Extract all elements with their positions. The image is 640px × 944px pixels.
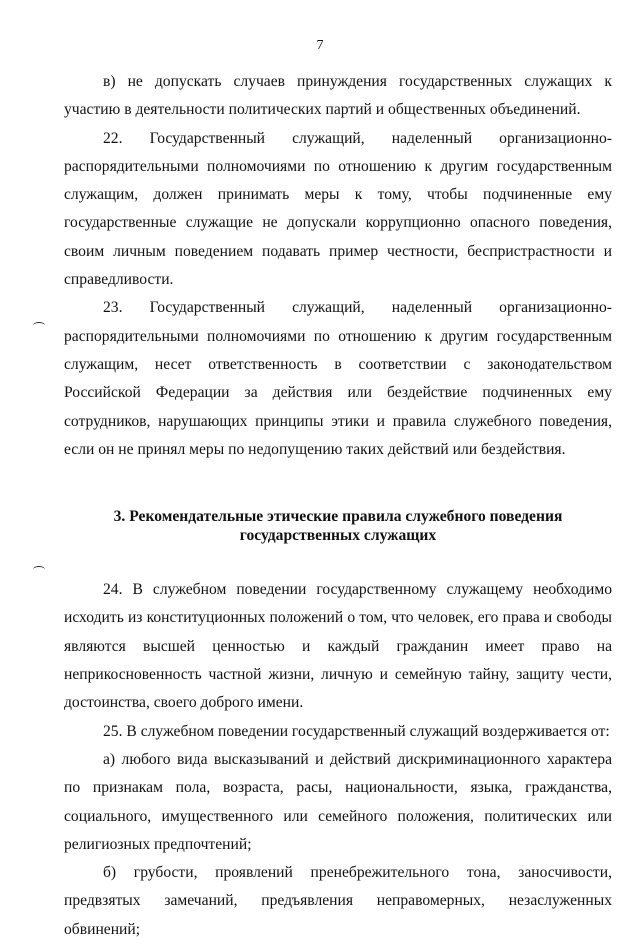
page-number: 7 [316,38,324,53]
paragraph-23: 23. Государственный служащий, наделенный организационно-распорядительными полномочиями по отношению к другим государственным служащим, несет ответственность в соответствии с законодательством Российской Федерации за действия или бездействие подчиненных ему сотрудников, нарушающих принципы этики и правила служебного поведения, если он не принял меры по недопущению таких действий или бездействия. [64,299,612,458]
paragraph-22: 22. Государственный служащий, наделенный организационно-распорядительными полномочиями по отношению к другим государственным служащим, должен принимать меры к тому, чтобы подчиненные ему государственные служащие не допускали коррупционно опасного поведения, своим личным поведением подавать пример честности, беспристрастности и справедливости. [64,129,612,289]
section-heading [64,507,612,545]
margin-mark [33,566,45,573]
paragraph-24: 24. В служебном поведении государственному служащему необходимо исходить из конституционных положений о том, что человек, его права и свободы являются высшей ценностью и каждый гражданин имеет право на неприкосновенность частной жизни, личную и семейную тайну, защиту чести, достоинства, своего доброго имени. [64,581,612,712]
section-heading-line1: 3. Рекомендательные этические правила служебного поведения [113,508,563,526]
paragraph-item-a: а) любого вида высказываний и действий дискриминационного характера по признакам пола, возраста, расы, национальности, языка, гражданства, социального, имущественного или семейного положения, политических или религиозных предпочтений; [64,750,612,853]
document-body [64,68,612,944]
paragraph-item-v: в) не допускать случаев принуждения государственных служащих к участию в деятельности политических партий и общественных объединений. [64,73,612,119]
paragraph-25: 25. В служебном поведении государственный служащий воздерживается от: [103,722,610,740]
section-heading-line2: государственных служащих [239,527,437,545]
paragraph-item-b: б) грубости, проявлений пренебрежительного тона, заносчивости, предвзятых замечаний, предъявления неправомерных, незаслуженных обвинений; [64,864,612,938]
margin-mark [33,322,45,329]
